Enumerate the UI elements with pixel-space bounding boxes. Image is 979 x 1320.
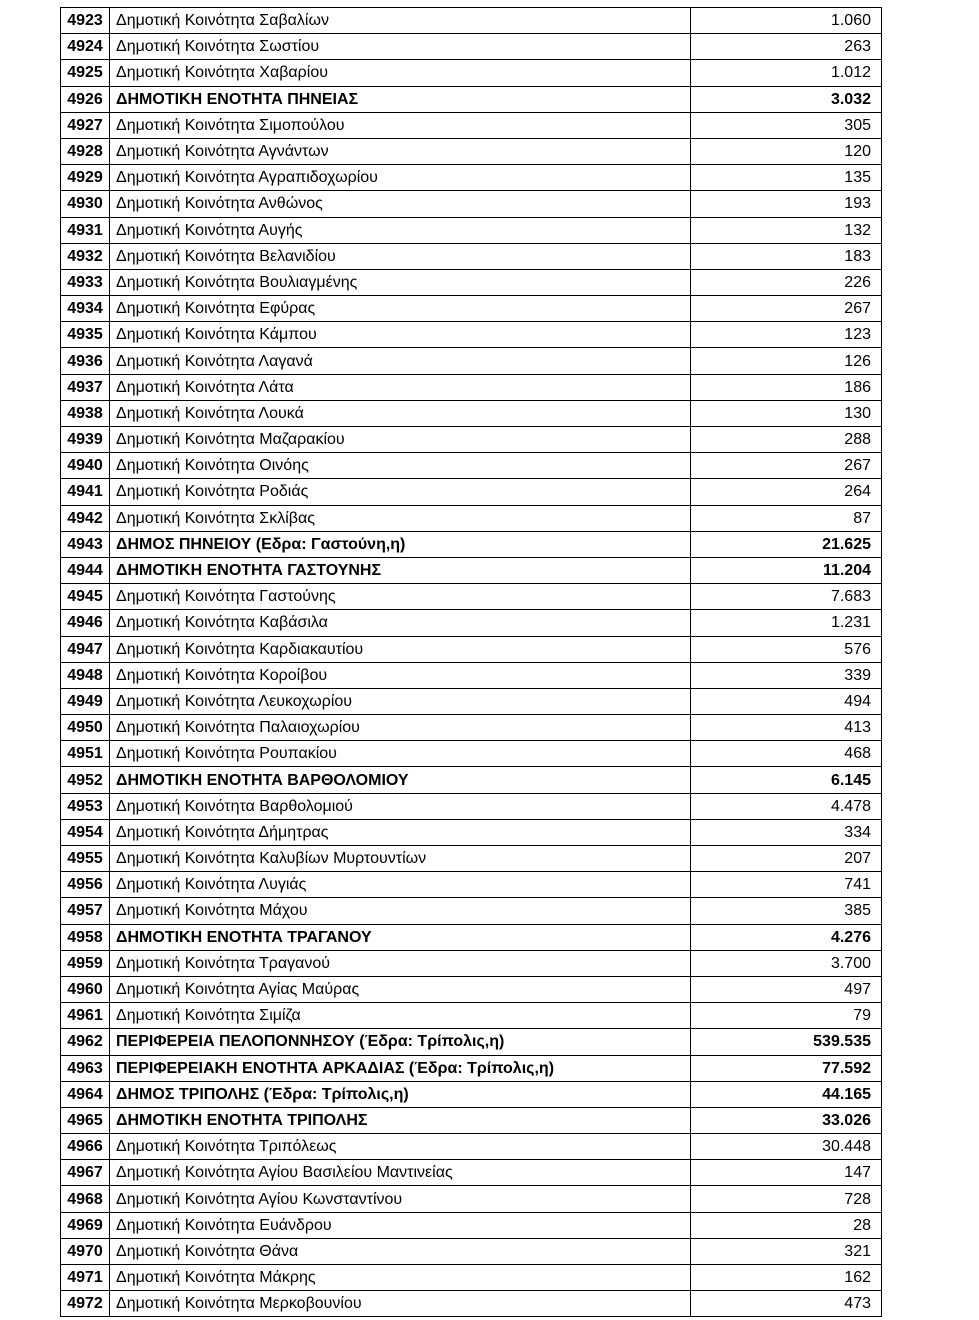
- row-name: ΔΗΜΟΣ ΤΡΙΠΟΛΗΣ (Έδρα: Τρίπολις,η): [110, 1081, 691, 1107]
- row-value: 132: [691, 217, 882, 243]
- row-value: 264: [691, 479, 882, 505]
- row-name: ΔΗΜΟΤΙΚΗ ΕΝΟΤΗΤΑ ΤΡΙΠΟΛΗΣ: [110, 1107, 691, 1133]
- table-row: [61, 322, 882, 348]
- row-value: 741: [691, 872, 882, 898]
- row-name: Δημοτική Κοινότητα Μερκοβουνίου: [110, 1291, 691, 1317]
- row-value: 11.204: [691, 557, 882, 583]
- row-name: Δημοτική Κοινότητα Αγίου Κωνσταντίνου: [110, 1186, 691, 1212]
- table-row: [61, 348, 882, 374]
- row-name: Δημοτική Κοινότητα Καλυβίων Μυρτουντίων: [110, 846, 691, 872]
- row-code: 4963: [61, 1055, 110, 1081]
- table-row: [61, 898, 882, 924]
- row-value: 207: [691, 846, 882, 872]
- row-code: 4946: [61, 610, 110, 636]
- row-code: 4930: [61, 191, 110, 217]
- table-row: [61, 767, 882, 793]
- table-row: [61, 479, 882, 505]
- row-value: 497: [691, 976, 882, 1002]
- row-name: ΠΕΡΙΦΕΡΕΙΑ ΠΕΛΟΠΟΝΝΗΣΟΥ (Έδρα: Τρίπολις,η): [110, 1029, 691, 1055]
- table-row: [61, 1291, 882, 1317]
- row-name: ΠΕΡΙΦΕΡΕΙΑΚΗ ΕΝΟΤΗΤΑ ΑΡΚΑΔΙΑΣ (Έδρα: Τρίπολις,η): [110, 1055, 691, 1081]
- row-name: Δημοτική Κοινότητα Σιμοπούλου: [110, 112, 691, 138]
- row-code: 4952: [61, 767, 110, 793]
- row-value: 147: [691, 1160, 882, 1186]
- row-name: Δημοτική Κοινότητα Κοροίβου: [110, 662, 691, 688]
- row-value: 21.625: [691, 531, 882, 557]
- row-code: 4940: [61, 453, 110, 479]
- table-row: [61, 374, 882, 400]
- row-name: Δημοτική Κοινότητα Μάχου: [110, 898, 691, 924]
- row-code: 4923: [61, 8, 110, 34]
- row-value: 4.276: [691, 924, 882, 950]
- row-value: 7.683: [691, 584, 882, 610]
- row-code: 4941: [61, 479, 110, 505]
- row-code: 4954: [61, 819, 110, 845]
- row-name: Δημοτική Κοινότητα Μάκρης: [110, 1265, 691, 1291]
- row-value: 44.165: [691, 1081, 882, 1107]
- table-row: [61, 1055, 882, 1081]
- table-row: [61, 976, 882, 1002]
- row-name: Δημοτική Κοινότητα Γαστούνης: [110, 584, 691, 610]
- row-name: Δημοτική Κοινότητα Θάνα: [110, 1238, 691, 1264]
- table-row: [61, 819, 882, 845]
- table-row: [61, 217, 882, 243]
- row-code: 4947: [61, 636, 110, 662]
- row-value: 3.032: [691, 86, 882, 112]
- table-row: [61, 112, 882, 138]
- row-name: Δημοτική Κοινότητα Βαρθολομιού: [110, 793, 691, 819]
- row-value: 385: [691, 898, 882, 924]
- row-value: 288: [691, 427, 882, 453]
- row-value: 267: [691, 296, 882, 322]
- table-row: [61, 741, 882, 767]
- row-code: 4956: [61, 872, 110, 898]
- row-name: Δημοτική Κοινότητα Παλαιοχωρίου: [110, 715, 691, 741]
- row-name: Δημοτική Κοινότητα Αγνάντων: [110, 138, 691, 164]
- row-code: 4961: [61, 1003, 110, 1029]
- row-code: 4959: [61, 950, 110, 976]
- row-code: 4950: [61, 715, 110, 741]
- row-value: 28: [691, 1212, 882, 1238]
- row-code: 4945: [61, 584, 110, 610]
- row-name: Δημοτική Κοινότητα Αγίου Βασιλείου Μαντινείας: [110, 1160, 691, 1186]
- row-name: ΔΗΜΟΤΙΚΗ ΕΝΟΤΗΤΑ ΠΗΝΕΙΑΣ: [110, 86, 691, 112]
- table-row: [61, 427, 882, 453]
- table-row: [61, 1160, 882, 1186]
- row-code: 4966: [61, 1134, 110, 1160]
- row-code: 4929: [61, 165, 110, 191]
- population-table: [60, 7, 882, 1317]
- row-value: 33.026: [691, 1107, 882, 1133]
- row-value: 1.012: [691, 60, 882, 86]
- table-row: [61, 1238, 882, 1264]
- row-value: 263: [691, 34, 882, 60]
- row-name: Δημοτική Κοινότητα Σωστίου: [110, 34, 691, 60]
- row-name: ΔΗΜΟΤΙΚΗ ΕΝΟΤΗΤΑ ΤΡΑΓΑΝΟΥ: [110, 924, 691, 950]
- row-code: 4960: [61, 976, 110, 1002]
- row-value: 305: [691, 112, 882, 138]
- row-code: 4962: [61, 1029, 110, 1055]
- row-name: Δημοτική Κοινότητα Σαβαλίων: [110, 8, 691, 34]
- table-row: [61, 1186, 882, 1212]
- row-value: 87: [691, 505, 882, 531]
- table-row: [61, 400, 882, 426]
- table-row: [61, 1029, 882, 1055]
- row-value: 473: [691, 1291, 882, 1317]
- table-row: [61, 924, 882, 950]
- table-row: [61, 688, 882, 714]
- row-code: 4936: [61, 348, 110, 374]
- table-row: [61, 191, 882, 217]
- row-code: 4971: [61, 1265, 110, 1291]
- row-value: 4.478: [691, 793, 882, 819]
- row-code: 4948: [61, 662, 110, 688]
- row-name: Δημοτική Κοινότητα Ρουπακίου: [110, 741, 691, 767]
- row-code: 4944: [61, 557, 110, 583]
- table-row: [61, 1134, 882, 1160]
- table-row: [61, 846, 882, 872]
- row-value: 339: [691, 662, 882, 688]
- row-name: Δημοτική Κοινότητα Τριπόλεως: [110, 1134, 691, 1160]
- row-value: 135: [691, 165, 882, 191]
- table-row: [61, 453, 882, 479]
- row-value: 79: [691, 1003, 882, 1029]
- row-name: ΔΗΜΟΤΙΚΗ ΕΝΟΤΗΤΑ ΓΑΣΤΟΥΝΗΣ: [110, 557, 691, 583]
- row-code: 4970: [61, 1238, 110, 1264]
- row-code: 4927: [61, 112, 110, 138]
- row-value: 77.592: [691, 1055, 882, 1081]
- row-value: 183: [691, 243, 882, 269]
- row-name: Δημοτική Κοινότητα Τραγανού: [110, 950, 691, 976]
- row-name: Δημοτική Κοινότητα Χαβαρίου: [110, 60, 691, 86]
- row-name: Δημοτική Κοινότητα Λευκοχωρίου: [110, 688, 691, 714]
- row-code: 4939: [61, 427, 110, 453]
- table-row: [61, 636, 882, 662]
- table-row: [61, 60, 882, 86]
- row-code: 4953: [61, 793, 110, 819]
- row-name: ΔΗΜΟΣ ΠΗΝΕΙΟΥ (Εδρα: Γαστούνη,η): [110, 531, 691, 557]
- row-name: Δημοτική Κοινότητα Αγίας Μαύρας: [110, 976, 691, 1002]
- row-name: Δημοτική Κοινότητα Καβάσιλα: [110, 610, 691, 636]
- table-row: [61, 165, 882, 191]
- table-row: [61, 86, 882, 112]
- row-name: Δημοτική Κοινότητα Ευάνδρου: [110, 1212, 691, 1238]
- table-row: [61, 505, 882, 531]
- row-code: 4942: [61, 505, 110, 531]
- row-value: 576: [691, 636, 882, 662]
- row-value: 539.535: [691, 1029, 882, 1055]
- row-name: Δημοτική Κοινότητα Βουλιαγμένης: [110, 269, 691, 295]
- row-value: 468: [691, 741, 882, 767]
- row-name: Δημοτική Κοινότητα Σκλίβας: [110, 505, 691, 531]
- row-value: 728: [691, 1186, 882, 1212]
- row-value: 6.145: [691, 767, 882, 793]
- row-name: Δημοτική Κοινότητα Εφύρας: [110, 296, 691, 322]
- row-value: 130: [691, 400, 882, 426]
- table-row: [61, 34, 882, 60]
- row-code: 4955: [61, 846, 110, 872]
- table-row: [61, 793, 882, 819]
- row-name: Δημοτική Κοινότητα Λάτα: [110, 374, 691, 400]
- row-value: 494: [691, 688, 882, 714]
- table-row: [61, 1107, 882, 1133]
- row-code: 4968: [61, 1186, 110, 1212]
- table-row: [61, 715, 882, 741]
- row-name: Δημοτική Κοινότητα Καρδιακαυτίου: [110, 636, 691, 662]
- row-code: 4965: [61, 1107, 110, 1133]
- row-code: 4964: [61, 1081, 110, 1107]
- row-name: Δημοτική Κοινότητα Σιμίζα: [110, 1003, 691, 1029]
- row-code: 4938: [61, 400, 110, 426]
- row-value: 413: [691, 715, 882, 741]
- row-value: 334: [691, 819, 882, 845]
- row-value: 226: [691, 269, 882, 295]
- row-name: Δημοτική Κοινότητα Κάμπου: [110, 322, 691, 348]
- table-row: [61, 872, 882, 898]
- table-row: [61, 138, 882, 164]
- row-name: Δημοτική Κοινότητα Λυγιάς: [110, 872, 691, 898]
- table-row: [61, 584, 882, 610]
- row-code: 4937: [61, 374, 110, 400]
- row-code: 4957: [61, 898, 110, 924]
- row-value: 321: [691, 1238, 882, 1264]
- row-value: 162: [691, 1265, 882, 1291]
- row-name: ΔΗΜΟΤΙΚΗ ΕΝΟΤΗΤΑ ΒΑΡΘΟΛΟΜΙΟΥ: [110, 767, 691, 793]
- row-value: 120: [691, 138, 882, 164]
- table-body: [61, 8, 882, 1317]
- row-value: 30.448: [691, 1134, 882, 1160]
- row-code: 4924: [61, 34, 110, 60]
- row-value: 186: [691, 374, 882, 400]
- row-value: 1.231: [691, 610, 882, 636]
- table-row: [61, 1265, 882, 1291]
- table-row: [61, 1212, 882, 1238]
- row-code: 4949: [61, 688, 110, 714]
- row-code: 4969: [61, 1212, 110, 1238]
- row-name: Δημοτική Κοινότητα Δήμητρας: [110, 819, 691, 845]
- row-value: 123: [691, 322, 882, 348]
- table-row: [61, 610, 882, 636]
- row-value: 267: [691, 453, 882, 479]
- table-row: [61, 557, 882, 583]
- row-name: Δημοτική Κοινότητα Λαγανά: [110, 348, 691, 374]
- row-code: 4931: [61, 217, 110, 243]
- table-row: [61, 531, 882, 557]
- table-row: [61, 662, 882, 688]
- row-code: 4926: [61, 86, 110, 112]
- row-name: Δημοτική Κοινότητα Ανθώνος: [110, 191, 691, 217]
- table-row: [61, 1003, 882, 1029]
- row-code: 4934: [61, 296, 110, 322]
- row-name: Δημοτική Κοινότητα Αγραπιδοχωρίου: [110, 165, 691, 191]
- table-row: [61, 8, 882, 34]
- row-code: 4967: [61, 1160, 110, 1186]
- row-code: 4925: [61, 60, 110, 86]
- table-row: [61, 269, 882, 295]
- row-value: 126: [691, 348, 882, 374]
- row-code: 4933: [61, 269, 110, 295]
- row-code: 4972: [61, 1291, 110, 1317]
- row-code: 4951: [61, 741, 110, 767]
- row-name: Δημοτική Κοινότητα Βελανιδίου: [110, 243, 691, 269]
- row-name: Δημοτική Κοινότητα Ροδιάς: [110, 479, 691, 505]
- row-code: 4932: [61, 243, 110, 269]
- row-name: Δημοτική Κοινότητα Οινόης: [110, 453, 691, 479]
- row-code: 4943: [61, 531, 110, 557]
- row-code: 4928: [61, 138, 110, 164]
- table-row: [61, 296, 882, 322]
- table-row: [61, 950, 882, 976]
- row-code: 4935: [61, 322, 110, 348]
- row-name: Δημοτική Κοινότητα Μαζαρακίου: [110, 427, 691, 453]
- row-value: 3.700: [691, 950, 882, 976]
- row-name: Δημοτική Κοινότητα Αυγής: [110, 217, 691, 243]
- row-code: 4958: [61, 924, 110, 950]
- row-value: 193: [691, 191, 882, 217]
- table-row: [61, 243, 882, 269]
- row-name: Δημοτική Κοινότητα Λουκά: [110, 400, 691, 426]
- row-value: 1.060: [691, 8, 882, 34]
- table-row: [61, 1081, 882, 1107]
